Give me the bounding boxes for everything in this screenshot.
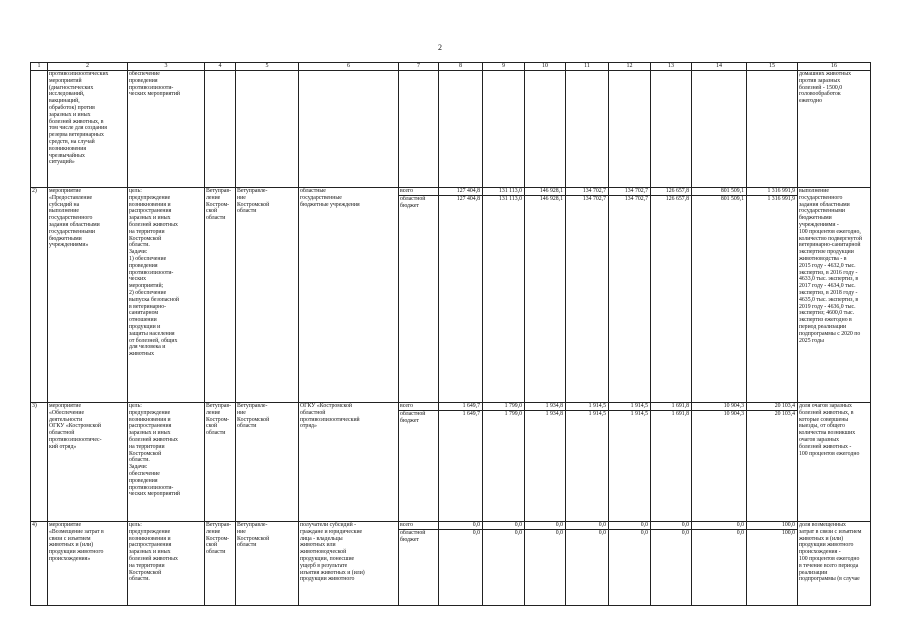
budget-value: 1 799,0 — [483, 410, 525, 418]
column-header: 9 — [483, 63, 525, 71]
total-value: 801 509,1 — [720, 188, 744, 194]
value-cell — [747, 71, 798, 188]
budget-value: 1 691,8 — [651, 410, 692, 418]
table-row — [31, 403, 871, 522]
result-cell: доля возмещенных затрат в связи с изъятием животных и (или) продукции животного происхождения - 100 процентов ежегодно в течение всего периода реализации подпрограммы (в случае — [798, 522, 871, 606]
value-cell — [692, 188, 747, 403]
budget-value: 127 404,8 — [439, 195, 483, 203]
admin-cell: Ветуправле- ние Костромской области — [236, 403, 299, 522]
column-header: 2 — [48, 63, 128, 71]
recipient-cell: ОГКУ «Костромской областной противоэпизоотический отряд» — [299, 403, 399, 522]
column-header: 15 — [747, 63, 798, 71]
page-number: 2 — [438, 43, 442, 52]
budget-value: 0,0 — [483, 529, 525, 537]
source-cell — [399, 188, 439, 403]
admin-cell — [236, 71, 299, 188]
column-header: 11 — [566, 63, 609, 71]
table-row — [31, 71, 871, 188]
total-value: 131 113,0 — [499, 188, 522, 194]
executor-cell: Ветуправ- ление Костром- ской области — [205, 522, 236, 606]
value-cell — [483, 403, 525, 522]
budget-value: 1 649,7 — [439, 410, 483, 418]
result-cell: доля очагов заразных болезней животных, в которые совершены выезды, от общего количества возникших очагов заразных болезней животных - 100 процентов ежегодно — [798, 403, 871, 522]
total-value: 0,0 — [514, 522, 522, 528]
source-cell — [399, 71, 439, 188]
value-cell — [525, 71, 566, 188]
total-value: 146 928,1 — [539, 188, 563, 194]
budget-value: 0,0 — [439, 529, 483, 537]
total-value: 0,0 — [640, 522, 648, 528]
result-cell: домашних животных против заразных болезней - 1500,0 головообработок ежегодно — [798, 71, 871, 188]
column-header: 8 — [439, 63, 483, 71]
total-value: 0,0 — [736, 522, 744, 528]
column-header: 7 — [399, 63, 439, 71]
column-header: 6 — [299, 63, 399, 71]
goal-cell: обеспечение проведения противоэпизооти- ческих мероприятий — [128, 71, 205, 188]
budget-value: 801 509,1 — [692, 195, 747, 203]
budget-value: 0,0 — [651, 529, 692, 537]
value-cell — [747, 403, 798, 522]
result-cell: выполнение государственного задания областными государственными бюджетными учреждениями - 100 процентов ежегодно, количество подвергнутой ветеринарно-санитарной экспертизе продукции животноводства - в 2015 году - 4632,0 тыс. экспертиз, в 2016 году - 4633,0 тыс. экспертиз, в 2017 году - 4634,0 тыс. экспертиз, в 2018 году - 4635,0 тыс. экспертиз, в 2019 году - 4636,0 тыс. экспертиз; 4600,0 тыс. экспертиз ежегодно в период реализации подпрограммы с 2020 по 2025 годы — [798, 188, 871, 403]
admin-cell: Ветуправле- ние Костромской области — [236, 522, 299, 606]
total-value: 20 103,4 — [774, 403, 795, 409]
source-cell — [399, 522, 439, 606]
budget-value: 0,0 — [609, 529, 651, 537]
budget-value: 1 914,5 — [609, 410, 651, 418]
table-row — [31, 188, 871, 403]
value-cell — [439, 522, 483, 606]
goal-cell: цель: предупреждение возникновения и распространения заразных и иных болезней животных на территории Костромской области. Задачи: 1) обеспечение проведения противоэпизооти- ческих мероприятий; 2) обеспечение выпуска безопасной в ветеринарно- санитарном отношении продукции и защиты населения от болезней, общих для человека и животных — [128, 188, 205, 403]
value-cell — [609, 188, 651, 403]
column-header: 16 — [798, 63, 871, 71]
recipient-cell — [299, 71, 399, 188]
total-value: 134 702,7 — [624, 188, 648, 194]
budget-value: 131 113,0 — [483, 195, 525, 203]
total-value: 0,0 — [681, 522, 689, 528]
budget-value: 0,0 — [566, 529, 609, 537]
column-header: 12 — [609, 63, 651, 71]
measure-name-cell: мероприятие «Обеспечение деятельности ОГКУ «Костромской областной противоэпизоотичес- кий отряд» — [48, 403, 128, 522]
value-cell — [525, 188, 566, 403]
total-value: 1 649,7 — [462, 403, 480, 409]
budget-value: 1 934,8 — [525, 410, 566, 418]
total-value: 1 316 991,9 — [767, 188, 795, 194]
row-number-cell: 4) — [31, 522, 48, 606]
source-budget-label: областной бюджет — [399, 529, 439, 544]
value-cell — [439, 188, 483, 403]
total-value: 126 657,8 — [665, 188, 689, 194]
value-cell — [692, 403, 747, 522]
value-cell — [747, 188, 798, 403]
value-cell — [651, 403, 692, 522]
measure-name-cell: противоэпизоотических мероприятий (диагностических исследований, вакцинаций, обработок) против заразных и иных болезней животных, в том числе для создания резерва ветеринарных средств, на случай возникновения чрезвычайных ситуаций» — [48, 71, 128, 188]
total-value: 1 799,0 — [504, 403, 522, 409]
row-number-cell — [31, 71, 48, 188]
source-budget-label: областной бюджет — [399, 195, 439, 210]
goal-cell: цель: предупреждение возникновения и распространения заразных и иных болезней животных на территории Костромской области. — [128, 522, 205, 606]
budget-value: 1 914,5 — [566, 410, 609, 418]
executor-cell: Ветуправ- ление Костром- ской области — [205, 188, 236, 403]
column-header: 14 — [692, 63, 747, 71]
value-cell — [747, 522, 798, 606]
column-header-row — [31, 63, 871, 71]
value-cell — [525, 403, 566, 522]
column-header: 13 — [651, 63, 692, 71]
value-cell — [439, 403, 483, 522]
program-table — [30, 62, 871, 606]
total-value: 0,0 — [555, 522, 563, 528]
value-cell — [651, 71, 692, 188]
measure-name-cell: мероприятие «Предоставление субсидий на выполнение государственного задания областными государственными бюджетными учреждениями» — [48, 188, 128, 403]
budget-value: 0,0 — [692, 529, 747, 537]
budget-value: 134 702,7 — [566, 195, 609, 203]
budget-value: 134 702,7 — [609, 195, 651, 203]
column-header: 5 — [236, 63, 299, 71]
budget-value: 126 657,8 — [651, 195, 692, 203]
total-value: 1 934,8 — [545, 403, 563, 409]
budget-value: 0,0 — [525, 529, 566, 537]
value-cell — [566, 188, 609, 403]
recipient-cell: получатели субсидий - граждане и юридические лица - владельцы животных или животноводческой продукции, понесшие ущерб в результате изъятия животных и (или) продукции животного — [299, 522, 399, 606]
row-number-cell: 2) — [31, 188, 48, 403]
budget-value: 100,0 — [747, 529, 798, 537]
column-header: 10 — [525, 63, 566, 71]
value-cell — [651, 188, 692, 403]
total-value: 1 691,8 — [671, 403, 689, 409]
value-cell — [609, 403, 651, 522]
total-value: 1 914,5 — [588, 403, 606, 409]
admin-cell: Ветуправле- ние Костромской области — [236, 188, 299, 403]
goal-cell: цель: предупреждение возникновения и распространения заразных и иных болезней животных на территории Костромской области. Задачи: обеспечение проведения противоэпизооти- ческих мероприятий — [128, 403, 205, 522]
source-total-label: всего — [400, 188, 414, 194]
value-cell — [609, 71, 651, 188]
total-value: 10 904,3 — [723, 403, 744, 409]
value-cell — [566, 522, 609, 606]
column-header: 3 — [128, 63, 205, 71]
row-number-cell: 3) — [31, 403, 48, 522]
recipient-cell: областные государственные бюджетные учреждения — [299, 188, 399, 403]
budget-value: 10 904,3 — [692, 410, 747, 418]
total-value: 0,0 — [598, 522, 606, 528]
value-cell — [651, 522, 692, 606]
value-cell — [692, 522, 747, 606]
budget-value: 1 316 991,9 — [747, 195, 798, 203]
budget-value: 146 928,1 — [525, 195, 566, 203]
value-cell — [609, 522, 651, 606]
total-value: 127 404,8 — [456, 188, 480, 194]
measure-name-cell: мероприятие «Возмещение затрат в связи с изъятием животных и (или) продукции животного происхождения» — [48, 522, 128, 606]
total-value: 134 702,7 — [582, 188, 606, 194]
value-cell — [439, 71, 483, 188]
column-header: 1 — [31, 63, 48, 71]
total-value: 1 914,5 — [630, 403, 648, 409]
total-value: 100,0 — [781, 522, 795, 528]
source-total-label: всего — [400, 522, 414, 528]
source-cell — [399, 403, 439, 522]
source-total-label: всего — [400, 403, 414, 409]
column-header: 4 — [205, 63, 236, 71]
executor-cell: Ветуправ- ление Костром- ской области — [205, 403, 236, 522]
executor-cell — [205, 71, 236, 188]
value-cell — [525, 522, 566, 606]
table-row — [31, 522, 871, 606]
budget-value: 20 103,4 — [747, 410, 798, 418]
value-cell — [483, 522, 525, 606]
value-cell — [566, 403, 609, 522]
value-cell — [483, 188, 525, 403]
value-cell — [566, 71, 609, 188]
source-budget-label: областной бюджет — [399, 410, 439, 425]
total-value: 0,0 — [472, 522, 480, 528]
value-cell — [483, 71, 525, 188]
value-cell — [692, 71, 747, 188]
